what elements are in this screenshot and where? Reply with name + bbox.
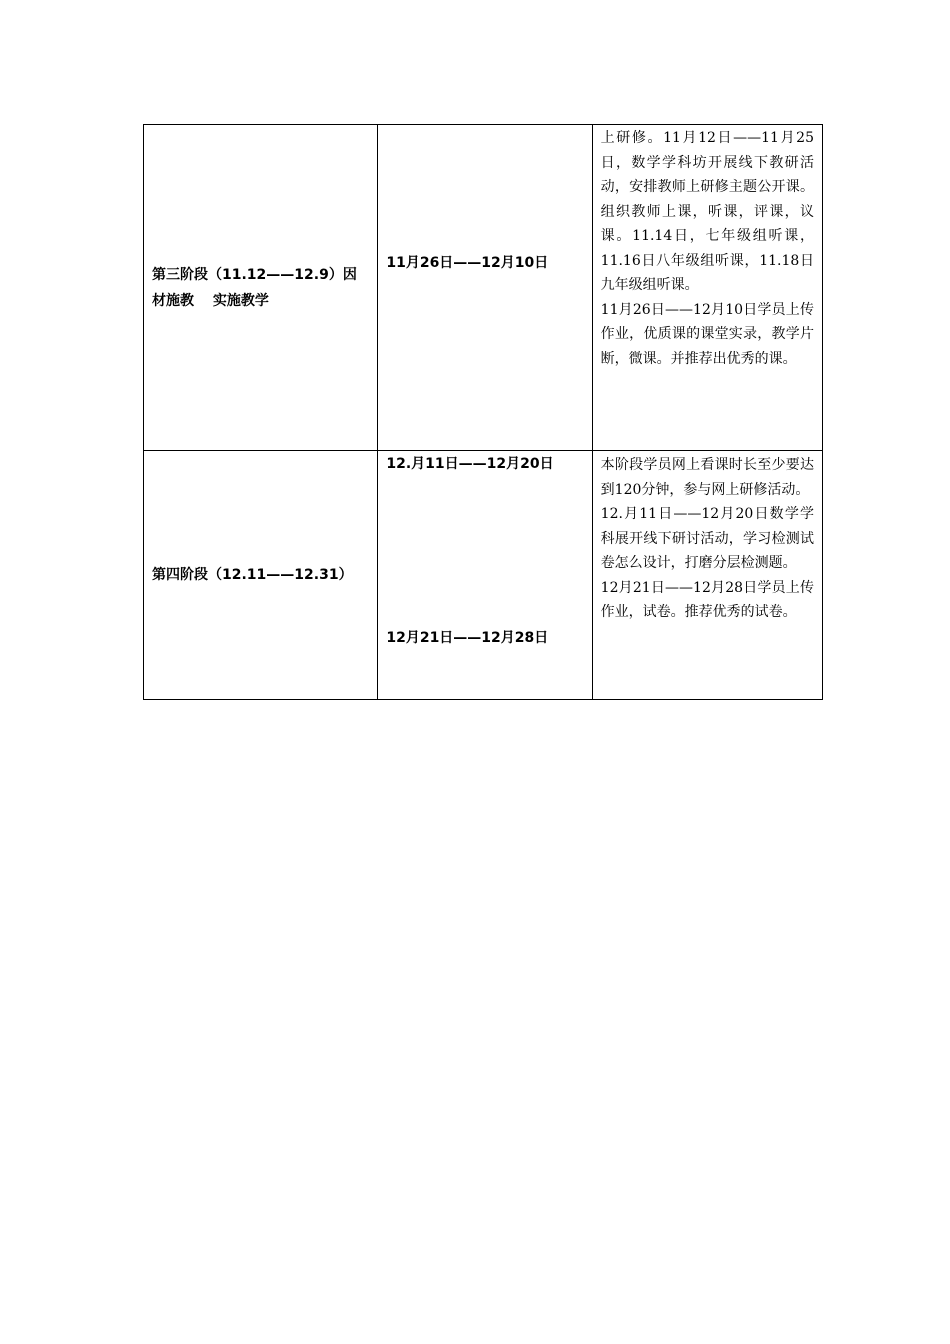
- content-cell: [592, 451, 822, 700]
- content-paragraph: 本阶段学员网上看课时长至少要达到120分钟，参与网上研修活动。: [600, 457, 814, 498]
- content-paragraph: 11月26日——12月10日学员上传作业，优质课的课堂实录，教学片断，微课。并推荐出优秀的课。: [600, 301, 814, 367]
- date-range: 11月26日——12月10日: [386, 255, 549, 271]
- date-range: 12.月11日——12月20日: [386, 456, 554, 472]
- date-range: 12月21日——12月28日: [386, 630, 549, 646]
- stage-cell: [144, 125, 378, 451]
- stage-label: 第四阶段（12.11——12.31）: [152, 567, 353, 583]
- date-cell: [378, 451, 592, 700]
- date-cell: [378, 125, 592, 451]
- stage-cell: [144, 451, 378, 700]
- content-paragraph: 12月21日——12月28日学员上传作业，试卷。推荐优秀的试卷。: [600, 579, 814, 620]
- stage-label: 第三阶段（11.12——12.9）因材施教 实施教学: [152, 266, 357, 309]
- content-cell: [592, 125, 822, 451]
- table-row: [144, 451, 823, 700]
- content-paragraph: 12.月11日——12月20日数学学科展开线下研讨活动，学习检测试卷怎么设计，打磨分层检测题。: [600, 506, 814, 571]
- content-paragraph: 上研修。11月12日——11月25日，数学学科坊开展线下教研活动，安排教师上研修主题公开课。组织教师上课，听课，评课，议课。11.14日，七年级组听课，11.16日八年级组听课，11.18日九年级组听课。: [600, 130, 814, 293]
- schedule-table: [143, 124, 823, 700]
- table-row: [144, 125, 823, 451]
